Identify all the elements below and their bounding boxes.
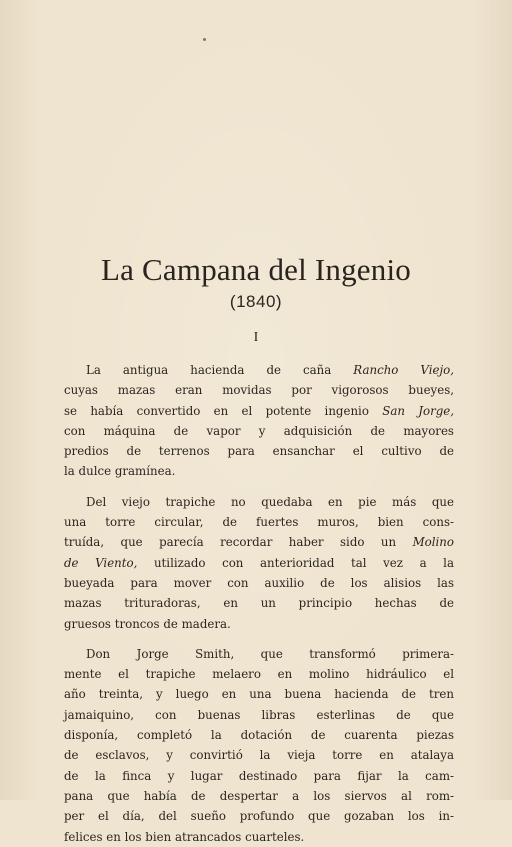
text-run: truída, que parecía recordar haber sido un <box>64 535 413 550</box>
text-run: disponía, completó la dotación de cuarenta piezas <box>64 728 454 743</box>
text-line <box>64 360 454 380</box>
text-run: de la finca y lugar destinado para fijar la cam- <box>64 768 454 783</box>
text-line <box>64 684 454 704</box>
text-run: felices en los bien atrancados cuarteles. <box>64 829 305 844</box>
text-line <box>64 461 454 481</box>
paragraph <box>64 644 454 847</box>
text-line <box>64 786 454 806</box>
text-run: mazas trituradoras, en un principio hechas de <box>64 596 454 611</box>
text-line <box>64 725 454 745</box>
text-line <box>64 401 454 421</box>
text-line <box>64 664 454 684</box>
section-numeral: I <box>253 330 259 345</box>
italic-text: Molino <box>412 535 454 550</box>
ink-speck <box>203 38 206 41</box>
text-line <box>64 421 454 441</box>
text-run: jamaiquino, con buenas libras esterlinas de que <box>64 707 454 722</box>
text-line <box>64 614 454 634</box>
text-run: predios de terrenos para ensanchar el cultivo de <box>64 444 454 459</box>
text-run: Del viejo trapiche no quedaba en pie más que <box>86 494 454 509</box>
text-run: se había convertido en el potente ingenio <box>64 403 383 418</box>
italic-text: San Jorge, <box>382 403 454 418</box>
text-run: cuyas mazas eran movidas por vigorosos bueyes, <box>64 383 454 398</box>
text-line <box>64 573 454 593</box>
text-run: utilizado con anterioridad tal vez a la <box>137 555 454 570</box>
paragraph <box>64 492 454 634</box>
italic-text: Rancho Viejo, <box>353 363 454 377</box>
text-line <box>64 705 454 725</box>
text-line <box>64 441 454 461</box>
text-run: pana que había de despertar a los siervos al rom- <box>64 788 454 803</box>
text-line <box>64 766 454 786</box>
italic-text: de Viento, <box>64 555 138 570</box>
text-run: Don Jorge Smith, que transformó primera- <box>86 646 454 661</box>
text-line <box>64 512 454 532</box>
text-run: La antigua hacienda de caña <box>86 363 354 377</box>
text-line <box>64 492 454 512</box>
text-run: año treinta, y luego en una buena hacienda de tren <box>64 687 454 702</box>
text-run: mente el trapiche melaero en molino hidráulico el <box>64 667 454 682</box>
chapter-title: La Campana del Ingenio <box>101 252 411 287</box>
text-line <box>64 827 454 847</box>
text-line <box>64 644 454 664</box>
text-run: per el día, del sueño profundo que gozaban los in- <box>64 809 454 824</box>
paragraph <box>64 360 454 482</box>
text-run: de esclavos, y convirtió la vieja torre en atalaya <box>64 748 454 763</box>
text-line <box>64 532 454 552</box>
text-run: la dulce gramínea. <box>64 464 176 479</box>
title-year: (1840) <box>229 292 283 311</box>
text-line <box>64 806 454 826</box>
text-line <box>64 380 454 400</box>
text-run: gruesos troncos de madera. <box>64 616 231 631</box>
text-line <box>64 745 454 765</box>
text-run: bueyada para mover con auxilio de los alisios las <box>64 575 454 590</box>
body-text <box>64 360 454 847</box>
text-line <box>64 553 454 573</box>
text-line <box>64 593 454 613</box>
text-run: una torre circular, de fuertes muros, bien cons- <box>64 515 454 530</box>
text-run: con máquina de vapor y adquisición de mayores <box>64 423 454 438</box>
